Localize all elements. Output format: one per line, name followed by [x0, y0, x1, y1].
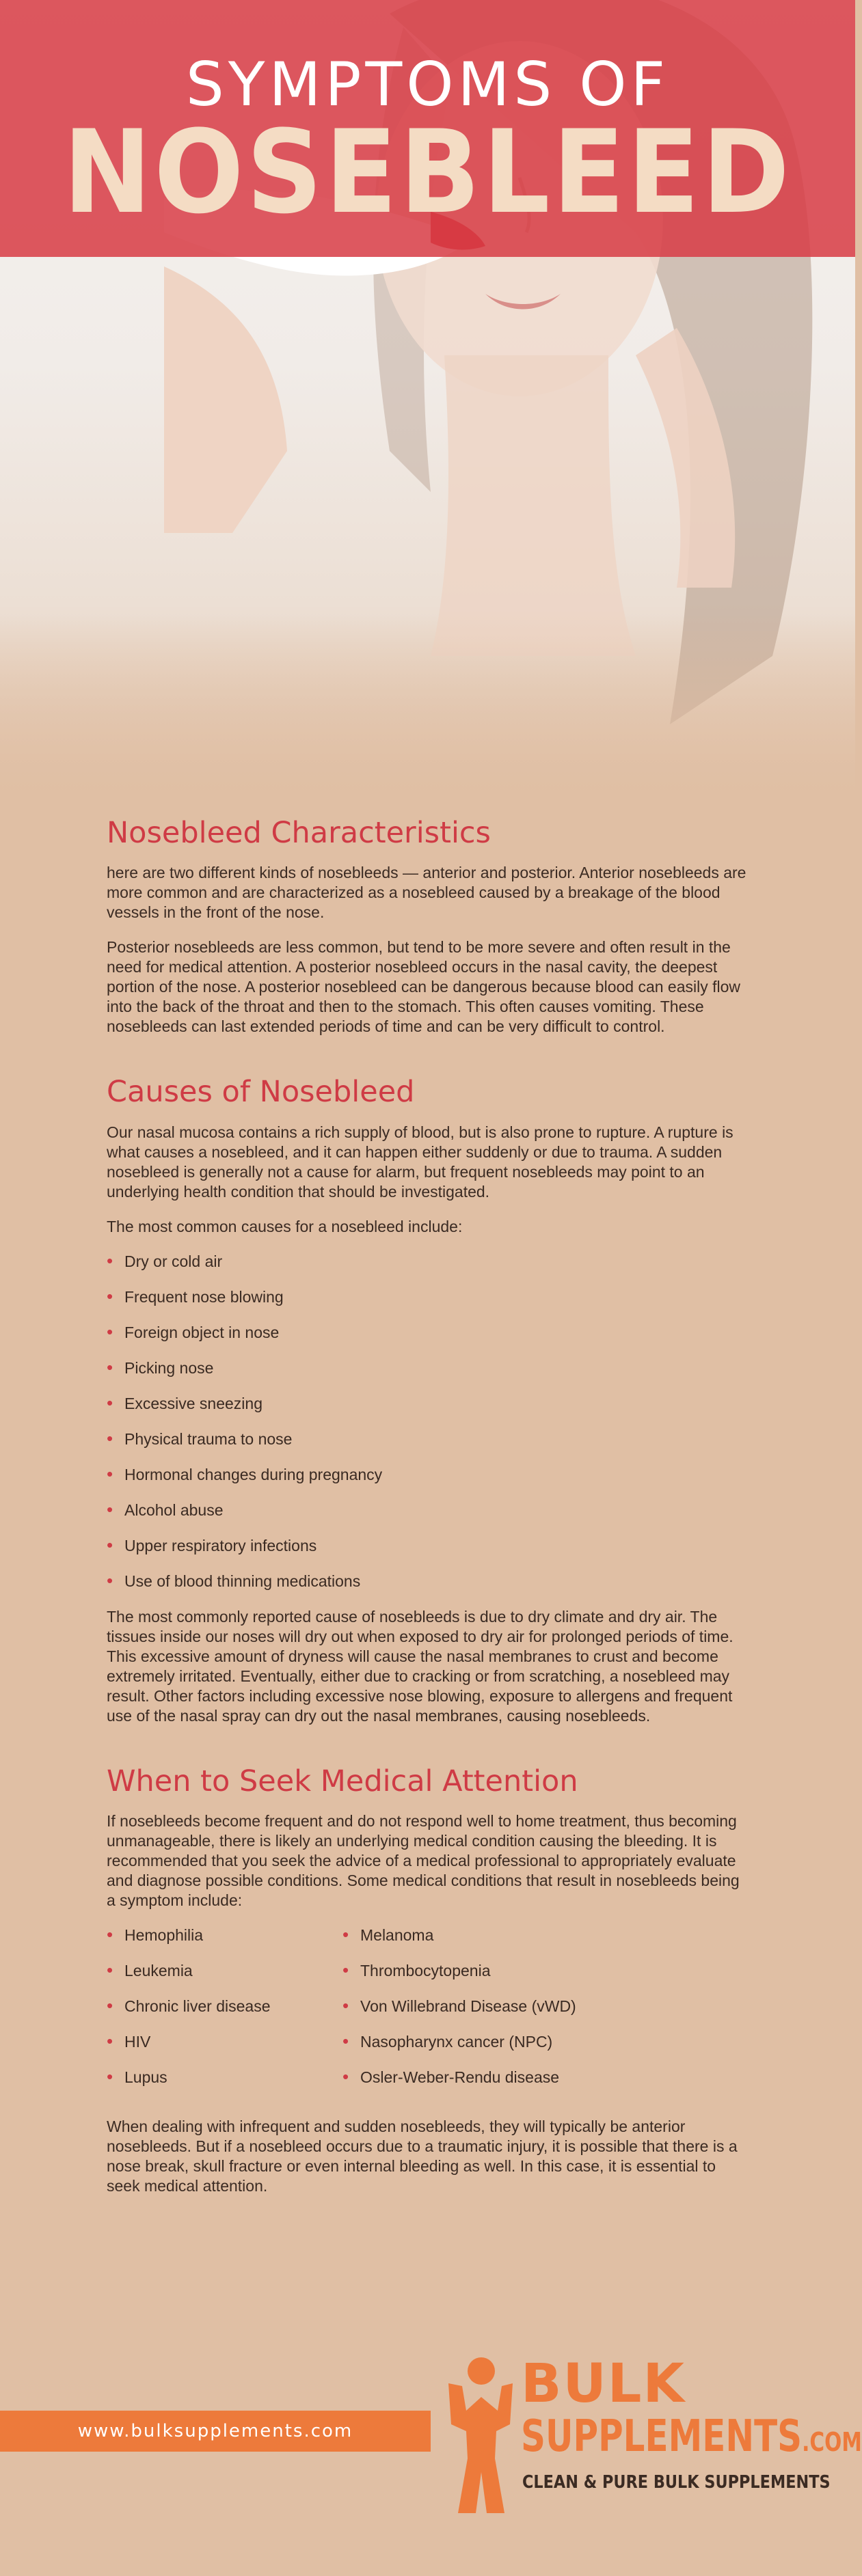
- medical-conditions-col-1: [107, 1923, 342, 2103]
- logo-supplements-text: SUPPLEMENTS.COM: [521, 2411, 862, 2462]
- flexing-man-logo-icon: [442, 2356, 517, 2513]
- list-item: • Picking nose: [107, 1356, 214, 1378]
- title-line-2: NOSEBLEED: [63, 105, 792, 239]
- title-banner: [0, 0, 855, 257]
- list-item: • Dry or cold air: [107, 1250, 223, 1271]
- list-item: • Foreign object in nose: [107, 1321, 280, 1342]
- list-item: • Von Willebrand Disease (vWD): [342, 1995, 576, 2016]
- bullet-icon: •: [107, 1534, 113, 1555]
- list-item: • Excessive sneezing: [107, 1392, 262, 1413]
- bullet-icon: •: [342, 2066, 349, 2087]
- bullet-icon: •: [107, 1356, 113, 1378]
- logo-tagline: CLEAN & PURE BULK SUPPLEMENTS: [522, 2472, 831, 2493]
- bullet-icon: •: [107, 1392, 113, 1413]
- list-item: • Alcohol abuse: [107, 1498, 224, 1520]
- bullet-icon: •: [107, 1923, 113, 1945]
- causes-list-intro: The most common causes for a nosebleed include:: [107, 1217, 463, 1235]
- medical-heading: When to Seek Medical Attention: [107, 1764, 578, 1798]
- characteristics-paragraph-1: here are two different kinds of nosebleeds — anterior and posterior. Anterior nosebleeds are more common and are characterized as a nosebleed caused by a breakage of the blood vessels in the front of the nose.: [107, 864, 746, 922]
- characteristics-heading: Nosebleed Characteristics: [107, 816, 491, 850]
- causes-list: [107, 1252, 749, 1591]
- medical-intro: If nosebleeds become frequent and do not respond well to home treatment, thus becoming unmanageable, there is likely an underlying medical condition causing the bleeding. It is recommended that you seek the advice of a medical professional to appropriately evaluate and diagnose possible conditions. Some medical conditions that result in nosebleeds being a symptom include:: [107, 1811, 740, 1909]
- list-item: • Physical trauma to nose: [107, 1427, 293, 1449]
- list-item: • Frequent nose blowing: [107, 1285, 284, 1306]
- hero-fade: [0, 615, 855, 806]
- list-item: • Nasopharynx cancer (NPC): [342, 2030, 553, 2051]
- logo-com-text: .COM: [802, 2427, 862, 2457]
- list-item: • Use of blood thinning medications: [107, 1570, 361, 1591]
- bullet-icon: •: [107, 1570, 113, 1591]
- list-item: • Thrombocytopenia: [342, 1959, 491, 1980]
- bullet-icon: •: [342, 1995, 349, 2016]
- characteristics-paragraph-2: Posterior nosebleeds are less common, but tend to be more severe and often result in the need for medical attention. A posterior nosebleed occurs in the nasal cavity, the deepest portion of the nose. A posterior nosebleed can be dangerous because blood can easily flow into the back of the throat and then to the stomach. This often causes vomiting. These nosebleeds can last extended periods of time and can be very difficult to control.: [107, 938, 741, 1036]
- section-causes: [107, 1076, 749, 1725]
- bullet-icon: •: [107, 1463, 113, 1484]
- bullet-icon: •: [107, 1959, 113, 1980]
- bullet-icon: •: [107, 2030, 113, 2051]
- list-item: • Hemophilia: [107, 1923, 204, 1945]
- list-item: • Lupus: [107, 2066, 167, 2087]
- bullet-icon: •: [342, 2030, 349, 2051]
- list-item: • HIV: [107, 2030, 151, 2051]
- medical-outro: When dealing with infrequent and sudden nosebleeds, they will typically be anterior nosebleeds. But if a nosebleed occurs due to a traumatic injury, it is possible that there is a nose break, skull fracture or even internal bleeding as well. In this case, it is essential to seek medical attention.: [107, 2117, 738, 2195]
- bulk-supplements-logo[interactable]: [437, 2353, 862, 2532]
- list-item: • Osler-Weber-Rendu disease: [342, 2066, 560, 2087]
- causes-heading: Causes of Nosebleed: [107, 1075, 415, 1110]
- bullet-icon: •: [342, 1923, 349, 1945]
- logo-bulk-text: BULK: [521, 2353, 686, 2415]
- title-line-1: SYMPTOMS OF: [185, 49, 670, 120]
- list-item: • Hormonal changes during pregnancy: [107, 1463, 383, 1484]
- website-url-text: www.bulksupplements.com: [77, 2421, 353, 2441]
- bullet-icon: •: [107, 2066, 113, 2087]
- list-item: • Leukemia: [107, 1959, 193, 1980]
- article-content: [107, 817, 749, 2236]
- bullet-icon: •: [107, 1427, 113, 1449]
- website-url-link[interactable]: [0, 2411, 431, 2452]
- causes-intro: Our nasal mucosa contains a rich supply of blood, but is also prone to rupture. A rupture is what causes a nosebleed, and it can happen either suddenly or due to trauma. A sudden nosebleed is generally not a cause for alarm, but frequent nosebleeds may point to an underlying health condition that should be investigated.: [107, 1123, 733, 1201]
- bullet-icon: •: [107, 1321, 113, 1342]
- causes-outro: The most commonly reported cause of nosebleeds is due to dry climate and dry air. The tissues inside our noses will dry out when exposed to dry air for prolonged periods of time. This excessive amount of dryness will cause the nasal membranes to crust and become extremely irritated. Eventually, either due to cracking or from scratching, a nosebleed may result. Other factors including excessive nose blowing, exposure to allergens and frequent use of the nasal spray can dry out the nasal membranes, causing nosebleeds.: [107, 1607, 733, 1725]
- medical-conditions-columns: [107, 1923, 749, 2117]
- list-item: • Upper respiratory infections: [107, 1534, 317, 1555]
- list-item: • Chronic liver disease: [107, 1995, 271, 2016]
- section-characteristics: [107, 817, 749, 1037]
- bullet-icon: •: [342, 1959, 349, 1980]
- section-medical: [107, 1766, 749, 2196]
- bullet-icon: •: [107, 1250, 113, 1271]
- list-item: • Melanoma: [342, 1923, 434, 1945]
- medical-conditions-col-2: [342, 1923, 725, 2103]
- bullet-icon: •: [107, 1498, 113, 1520]
- bullet-icon: •: [107, 1285, 113, 1306]
- hero-section: [0, 0, 855, 806]
- bullet-icon: •: [107, 1995, 113, 2016]
